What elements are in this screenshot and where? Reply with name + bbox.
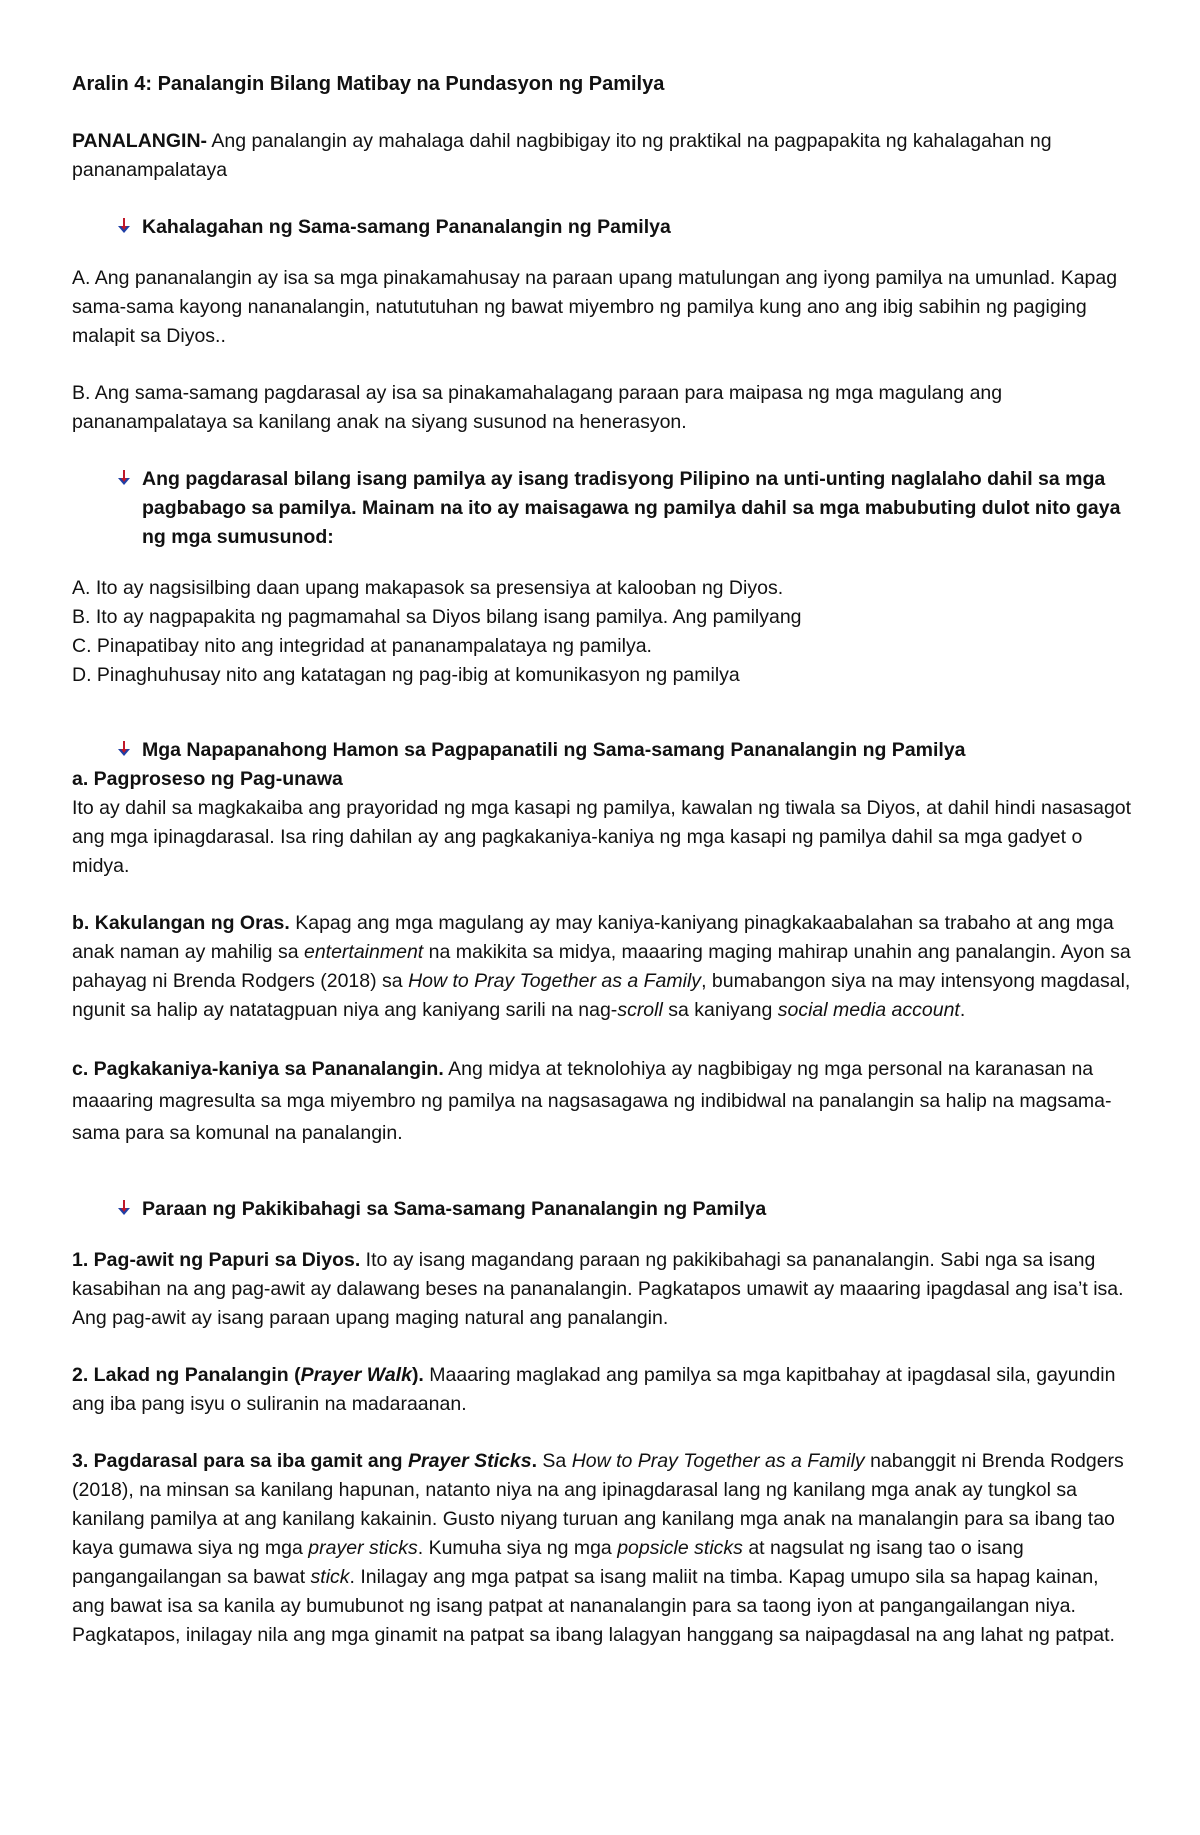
intro-text: Ang panalangin ay mahalaga dahil nagbibigay ito ng praktikal na pagpapakita ng kahalagahan ng pananampalataya	[72, 130, 1052, 181]
section4-item-3-italic-1: How to Pray Together as a Family	[571, 1450, 865, 1472]
section3-b-italic-4: social media account	[777, 999, 960, 1021]
section2-item-d: D. Pinaghuhusay nito ang katatagan ng pag-ibig at komunikasyon ng pamilya	[72, 664, 740, 686]
section4-item-2-label: 2. Lakad ng Panalangin (	[72, 1364, 301, 1386]
section3-b-text-5: .	[959, 999, 966, 1021]
section4-item-3	[72, 1447, 1132, 1650]
section2-heading	[72, 465, 1132, 552]
section4-item-3-text-4: at nagsulat ng isang tao o isang pangangailangan sa bawat	[72, 1537, 1024, 1588]
section4-item-3-text-1: Sa	[537, 1450, 572, 1472]
arrow-bullet-icon	[72, 213, 142, 234]
arrow-bullet-icon	[72, 736, 142, 757]
section1-heading-text: Kahalagahan ng Sama-samang Pananalangin ng Pamilya	[142, 216, 671, 238]
section3-b-text-2: na makikita sa midya, maaaring maging mahirap unahin ang panalangin. Ayon sa pahayag ni Brenda Rodgers (2018) sa	[72, 941, 1131, 992]
section4-item-2-label-end: ).	[411, 1364, 424, 1386]
intro-term: PANALANGIN-	[72, 130, 208, 152]
section4-heading-text: Paraan ng Pakikibahagi sa Sama-samang Pananalangin ng Pamilya	[142, 1198, 767, 1220]
section4-item-2-text: Maaaring maglakad ang pamilya sa mga kapitbahay at ipagdasal sila, gayundin ang iba pang isyu o suliranin na madaraanan.	[72, 1364, 1116, 1415]
section3-a-text: Ito ay dahil sa magkakaiba ang prayoridad ng mga kasapi ng pamilya, kawalan ng tiwala sa Diyos, at dahil hindi nasasagot ang mga ipinagdarasal. Isa ring dahilan ay ang pagkakaniya-kaniya ng mga kasapi ng pamilya dahil sa mga gadyet o midya.	[72, 797, 1132, 877]
section4-item-3-text-3: . Kumuha siya ng mga	[417, 1537, 618, 1559]
section3-heading	[72, 736, 1132, 765]
section4-item-1-text: Ito ay isang magandang paraan ng pakikibahagi sa pananalangin. Sabi nga sa isang kasabihan na ang pag-awit ay dalawang beses na pananalangin. Pagkatapos umawit ay maaaring ipagdasal ang isa’t isa. Ang pag-awit ay isang paraan upang maging natural ang panalangin.	[72, 1249, 1124, 1329]
section4-item-1	[72, 1246, 1132, 1333]
section4-item-2-italic: Prayer Walk	[300, 1364, 412, 1386]
section4-item-1-label: 1. Pag-awit ng Papuri sa Diyos.	[72, 1249, 361, 1271]
section4-item-3-italic-3: popsicle sticks	[617, 1537, 743, 1559]
section4-item-3-label-end: .	[531, 1450, 537, 1472]
section1-item-a: A. Ang pananalangin ay isa sa mga pinakamahusay na paraan upang matulungan ang iyong pamilya na umunlad. Kapag sama-sama kayong nananalangin, natututuhan ng bawat miyembro ng pamilya kung ano ang ibig sabihin ng pagiging malapit sa Diyos..	[72, 267, 1118, 347]
section3-a-label: a. Pagproseso ng Pag-unawa	[72, 768, 343, 790]
section3-b-text-1: Kapag ang mga magulang ay may kaniya-kaniyang pinagkakaabalahan sa trabaho at ang mga anak naman ay mahilig sa	[72, 912, 1114, 963]
section3-b-italic-2: How to Pray Together as a Family	[408, 970, 702, 992]
section3-c-paragraph	[72, 1053, 1132, 1149]
document-page	[72, 70, 1132, 1650]
section2-item-c: C. Pinapatibay nito ang integridad at pananampalataya ng pamilya.	[72, 635, 652, 657]
section3-heading-text: Mga Napapanahong Hamon sa Pagpapanatili ng Sama-samang Pananalangin ng Pamilya	[142, 739, 966, 761]
section3-c-label: c. Pagkakaniya-kaniya sa Pananalangin.	[72, 1058, 444, 1080]
section2-item-a: A. Ito ay nagsisilbing daan upang makapasok sa presensiya at kalooban ng Diyos.	[72, 577, 784, 599]
section3-b-italic-1: entertainment	[303, 941, 424, 963]
section3-b-text-3: , bumabangon siya na may intensyong magdasal, ngunit sa halip ay natatagpuan niya ang kaniyang sarili na nag-	[72, 970, 1131, 1021]
section4-heading	[72, 1195, 1132, 1224]
section3-c-text: Ang midya at teknolohiya ay nagbibigay ng mga personal na karanasan na maaaring magresulta sa mga miyembro ng pamilya na nagsasagawa ng indibidwal na panalangin sa halip na magsama-sama para sa komunal na panalangin.	[72, 1058, 1112, 1144]
section1-item-b: B. Ang sama-samang pagdarasal ay isa sa pinakamahalagang paraan para maipasa ng mga magulang ang pananampalataya sa kanilang anak na siyang susunod na henerasyon.	[72, 382, 1003, 433]
section3-b-paragraph	[72, 909, 1132, 1025]
section4-item-3-italic-4: stick	[310, 1566, 350, 1588]
intro-paragraph	[72, 127, 1132, 185]
section4-item-3-italic-2: prayer sticks	[308, 1537, 418, 1559]
section3-b-label: b. Kakulangan ng Oras.	[72, 912, 290, 934]
section4-item-3-text-2: nabanggit ni Brenda Rodgers (2018), na minsan sa kanilang hapunan, natanto niya na ang ipinagdarasal lang ng kanilang mga anak ay tungkol sa kanilang pamilya at ang kanilang kakainin. Gusto niyang turuan ang kanilang mga anak na manalangin para sa ibang tao kaya gumawa siya ng mga	[72, 1450, 1124, 1559]
section2-heading-text: Ang pagdarasal bilang isang pamilya ay isang tradisyong Pilipino na unti-unting naglalaho dahil sa mga pagbabago sa pamilya. Mainam na ito ay maisagawa ng pamilya dahil sa mga mabubuting dulot nito gaya ng mga sumusunod:	[142, 468, 1121, 548]
section3-b-italic-3: scroll	[617, 999, 663, 1021]
arrow-bullet-icon	[72, 1195, 142, 1216]
section4-item-2	[72, 1361, 1132, 1419]
arrow-bullet-icon	[72, 465, 142, 486]
section1-heading	[72, 213, 1132, 242]
lesson-title: Aralin 4: Panalangin Bilang Matibay na Pundasyon ng Pamilya	[72, 73, 665, 95]
section4-item-3-label: 3. Pagdarasal para sa iba gamit ang	[72, 1450, 408, 1472]
section4-item-3-italic: Prayer Sticks	[407, 1450, 532, 1472]
section3-b-text-4: sa kaniyang	[662, 999, 778, 1021]
section4-item-3-text-5: . Inilagay ang mga patpat sa isang maliit na timba. Kapag umupo sila sa hapag kainan, ang bawat isa sa kanila ay bumubunot ng isang patpat at nananalangin para sa taong iyon at pangangailangan niya. Pagkatapos, inilagay nila ang mga ginamit na patpat sa ibang lalagyan hanggang sa naipagdasal na ang lahat ng patpat.	[72, 1566, 1115, 1646]
section2-item-b: B. Ito ay nagpapakita ng pagmamahal sa Diyos bilang isang pamilya. Ang pamilyang	[72, 606, 802, 628]
